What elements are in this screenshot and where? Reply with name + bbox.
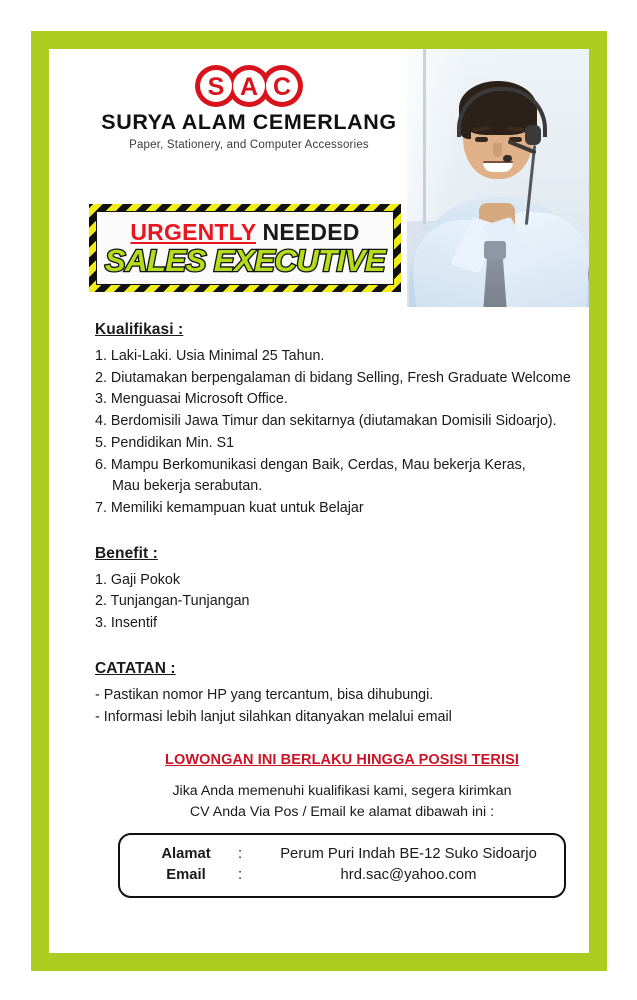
banner-urgently-text: URGENTLY — [130, 218, 256, 245]
benefit-item: 1. Gaji Pokok — [95, 571, 181, 588]
qualification-item: 4. Berdomisili Jawa Timur dan sekitarnya (diutamakan Domisili Sidoarjo). — [95, 413, 557, 430]
smiling-mouth — [483, 161, 513, 172]
email-row — [120, 865, 564, 886]
cv-instruction-line-2: CV Anda Via Pos / Email ke alamat dibawah ini : — [189, 803, 495, 820]
poster-inner — [49, 49, 589, 953]
vacancy-notice: LOWONGAN INI BERLAKU HINGGA POSISI TERISI — [165, 752, 519, 769]
address-label: Alamat — [161, 845, 211, 862]
email-label: Email — [166, 866, 206, 883]
qualifications-heading: Kualifikasi : — [95, 321, 184, 338]
benefit-item: 3. Insentif — [95, 615, 157, 632]
banner-inner — [96, 211, 394, 285]
svg-text:A: A — [239, 73, 259, 101]
urgently-needed-banner — [89, 204, 401, 292]
poster-header — [49, 49, 589, 307]
qualification-item: 3. Menguasai Microsoft Office. — [95, 391, 288, 408]
poster-footer — [95, 752, 589, 897]
benefit-item: 2. Tunjangan-Tunjangan — [95, 593, 250, 610]
necktie-knot — [484, 241, 506, 259]
address-colon: : — [237, 845, 243, 862]
notes-heading: CATATAN : — [95, 659, 176, 677]
email-colon: : — [237, 866, 243, 883]
note-item: - Pastikan nomor HP yang tercantum, bisa dihubungi. — [95, 686, 434, 703]
eye-left — [475, 137, 488, 142]
qualification-item: 1. Laki-Laki. Usia Minimal 25 Tahun. — [95, 348, 325, 364]
company-tagline: Paper, Stationery, and Computer Accessories — [129, 138, 369, 151]
spacer — [95, 635, 589, 660]
company-logo-block — [49, 63, 449, 151]
qualification-item: 5. Pendidikan Min. S1 — [95, 434, 235, 451]
green-border-frame — [31, 31, 607, 971]
address-value: Perum Puri Indah BE-12 Suko Sidoarjo — [280, 845, 537, 862]
benefit-heading: Benefit : — [95, 544, 158, 562]
contact-box — [118, 833, 566, 898]
banner-headline — [130, 220, 359, 244]
banner-needed-text: NEEDED — [255, 218, 360, 245]
qualification-item-continued: Mau bekerja serabutan. — [112, 478, 263, 495]
address-row — [120, 844, 564, 865]
sac-circles-logo — [190, 63, 308, 109]
qualification-item: 7. Memiliki kemampuan kuat untuk Belajar — [95, 500, 364, 517]
svg-text:S: S — [207, 73, 225, 101]
nose — [493, 143, 502, 157]
note-item: - Informasi lebih lanjut silahkan ditanyakan melalui email — [95, 708, 452, 725]
spacer — [95, 520, 589, 545]
company-name: SURYA ALAM CEMERLANG — [101, 110, 397, 134]
headset-earpiece — [525, 125, 541, 145]
banner-position-title: SALES EXECUTIVE — [104, 243, 386, 279]
cv-instruction-line-1: Jika Anda memenuhi kualifikasi kami, segera kirimkan — [172, 783, 512, 800]
poster-body — [49, 307, 589, 898]
qualification-item: 2. Diutamakan berpengalaman di bidang Selling, Fresh Graduate Welcome — [95, 369, 571, 386]
svg-text:C: C — [272, 73, 292, 101]
qualification-item: 6. Mampu Berkomunikasi dengan Baik, Cerdas, Mau bekerja Keras, — [95, 456, 526, 473]
email-value[interactable]: hrd.sac@yahoo.com — [340, 866, 477, 883]
headset-microphone — [503, 155, 512, 162]
